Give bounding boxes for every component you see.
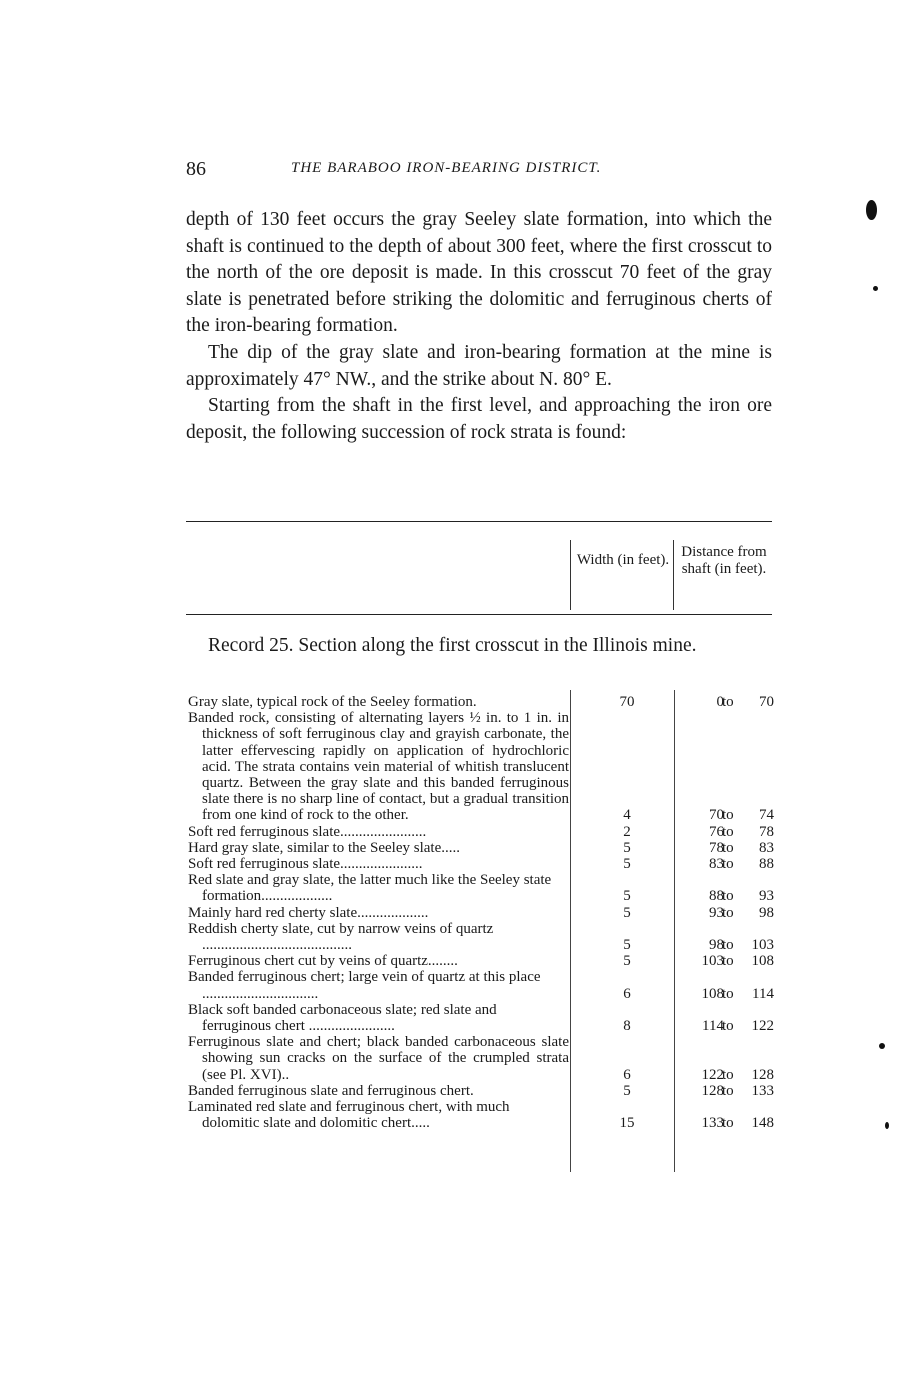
stratum-distance: 114 to 122 bbox=[702, 1018, 774, 1035]
stratum-width: 6 bbox=[623, 985, 631, 1002]
stratum-distance: 108 to 114 bbox=[701, 985, 774, 1002]
stratum-description: Laminated red slate and ferruginous chert, with much dolomitic slate and dolomitic chert..... bbox=[188, 1099, 510, 1132]
stratum-distance: 128 to 133 bbox=[701, 1082, 774, 1099]
stratum-description: Black soft banded carbonaceous slate; red slate and ferruginous chert ....................... bbox=[188, 1001, 497, 1035]
stratum-width: 5 bbox=[623, 953, 631, 970]
running-title: THE BARABOO IRON-BEARING DISTRICT. bbox=[291, 160, 602, 176]
table-row bbox=[188, 905, 774, 921]
stratum-distance: 98 to 103 bbox=[709, 937, 774, 954]
stratum-description: Mainly hard red cherty slate................... bbox=[188, 904, 429, 921]
strata-table bbox=[188, 694, 774, 1131]
header-column-divider bbox=[673, 540, 674, 610]
paragraph: depth of 130 feet occurs the gray Seeley slate formation, into which the shaft is continued to the depth of about 300 feet, where the first crosscut to the north of the ore deposit is made. In this crosscut 70 feet of the gray slate is penetrated before striking the dolomitic and ferruginous cherts of the iron-bearing formation. bbox=[186, 209, 772, 337]
stratum-description: Reddish cherty slate, cut by narrow veins of quartz ........................................ bbox=[188, 920, 494, 954]
stratum-width: 5 bbox=[623, 888, 631, 905]
width-column-header: Width (in feet). bbox=[576, 552, 670, 568]
table-row bbox=[188, 969, 774, 1001]
stratum-width: 70 bbox=[619, 694, 635, 710]
stratum-width: 6 bbox=[623, 1066, 631, 1083]
stratum-width: 4 bbox=[623, 807, 631, 824]
table-row bbox=[188, 1034, 774, 1083]
table-row bbox=[188, 1099, 774, 1131]
body-text bbox=[186, 207, 772, 446]
table-row bbox=[188, 1083, 774, 1099]
stratum-distance: 133 to 148 bbox=[701, 1115, 774, 1132]
page-number: 86 bbox=[186, 158, 206, 180]
table-row bbox=[188, 840, 774, 856]
stratum-distance: 122 to 128 bbox=[701, 1066, 774, 1083]
stratum-distance: 93 to 98 bbox=[709, 904, 774, 921]
stratum-distance: 88 to 93 bbox=[709, 888, 774, 905]
table-caption: Record 25. Section along the first crosscut in the Illinois mine. bbox=[208, 635, 697, 656]
paragraph: Starting from the shaft in the first level, and approaching the iron ore deposit, the following succession of rock strata is found: bbox=[186, 395, 772, 443]
stratum-description: Soft red ferruginous slate....................... bbox=[188, 823, 427, 840]
stratum-description: Gray slate, typical rock of the Seeley formation. bbox=[188, 694, 477, 710]
stratum-description: Banded ferruginous slate and ferruginous chert. bbox=[188, 1082, 474, 1099]
scan-speck bbox=[873, 286, 878, 291]
table-row bbox=[188, 856, 774, 872]
table-header-rule bbox=[186, 614, 772, 615]
stratum-description: Ferruginous slate and chert; black banded carbonaceous slate showing sun cracks on the surface of the crumpled strata (see Pl. XVI).. bbox=[188, 1034, 569, 1083]
stratum-description: Banded rock, consisting of alternating layers ½ in. to 1 in. in thickness of soft ferruginous clay and grayish carbonate, the latter effervescing rapidly on application of hydrochloric acid. The strata contains vein material of whitish translucent quartz. Between the gray slate and this banded ferruginous slate there is no sharp line of contact, but a gradual transition from one kind of rock to the other. bbox=[188, 710, 569, 824]
stratum-description: Red slate and gray slate, the latter much like the Seeley state formation................... bbox=[188, 872, 552, 905]
stratum-distance: 83 to 88 bbox=[709, 856, 774, 873]
distance-column-header: Distance from shaft (in feet). bbox=[681, 544, 767, 577]
stratum-width: 2 bbox=[623, 823, 631, 840]
page-header bbox=[186, 158, 772, 184]
stratum-distance: 78 to 83 bbox=[709, 839, 774, 856]
stratum-width: 5 bbox=[623, 1082, 631, 1099]
paragraph: The dip of the gray slate and iron-bearing formation at the mine is approximately 47° NW., and the strike about N. 80° E. bbox=[186, 341, 772, 390]
table-top-rule bbox=[186, 521, 772, 522]
stratum-distance: 0 to 70 bbox=[716, 694, 774, 711]
stratum-distance: 70 to 74 bbox=[709, 807, 774, 824]
stratum-description: Banded ferruginous chert; large vein of quartz at this place ............................... bbox=[188, 969, 541, 1002]
table-row bbox=[188, 872, 774, 904]
stratum-width: 8 bbox=[623, 1018, 631, 1035]
table-row bbox=[188, 710, 774, 823]
stratum-width: 15 bbox=[619, 1115, 635, 1132]
stratum-distance: 103 to 108 bbox=[701, 953, 774, 970]
stratum-description: Hard gray slate, similar to the Seeley slate..... bbox=[188, 839, 460, 856]
table-row bbox=[188, 953, 774, 969]
stratum-description: Soft red ferruginous slate...................... bbox=[188, 856, 423, 873]
stratum-width: 5 bbox=[623, 839, 631, 856]
stratum-distance: 76 to 78 bbox=[709, 823, 774, 840]
stratum-width: 5 bbox=[623, 904, 631, 921]
stratum-width: 5 bbox=[623, 856, 631, 873]
scan-speck bbox=[885, 1122, 889, 1129]
header-column-divider bbox=[570, 540, 571, 610]
stratum-description: Ferruginous chert cut by veins of quartz........ bbox=[188, 953, 458, 970]
scan-speck bbox=[866, 200, 877, 220]
table-row bbox=[188, 824, 774, 840]
table-row bbox=[188, 694, 774, 710]
table-row bbox=[188, 921, 774, 953]
table-row bbox=[188, 1002, 774, 1034]
stratum-width: 5 bbox=[623, 937, 631, 954]
scan-speck bbox=[879, 1043, 885, 1049]
